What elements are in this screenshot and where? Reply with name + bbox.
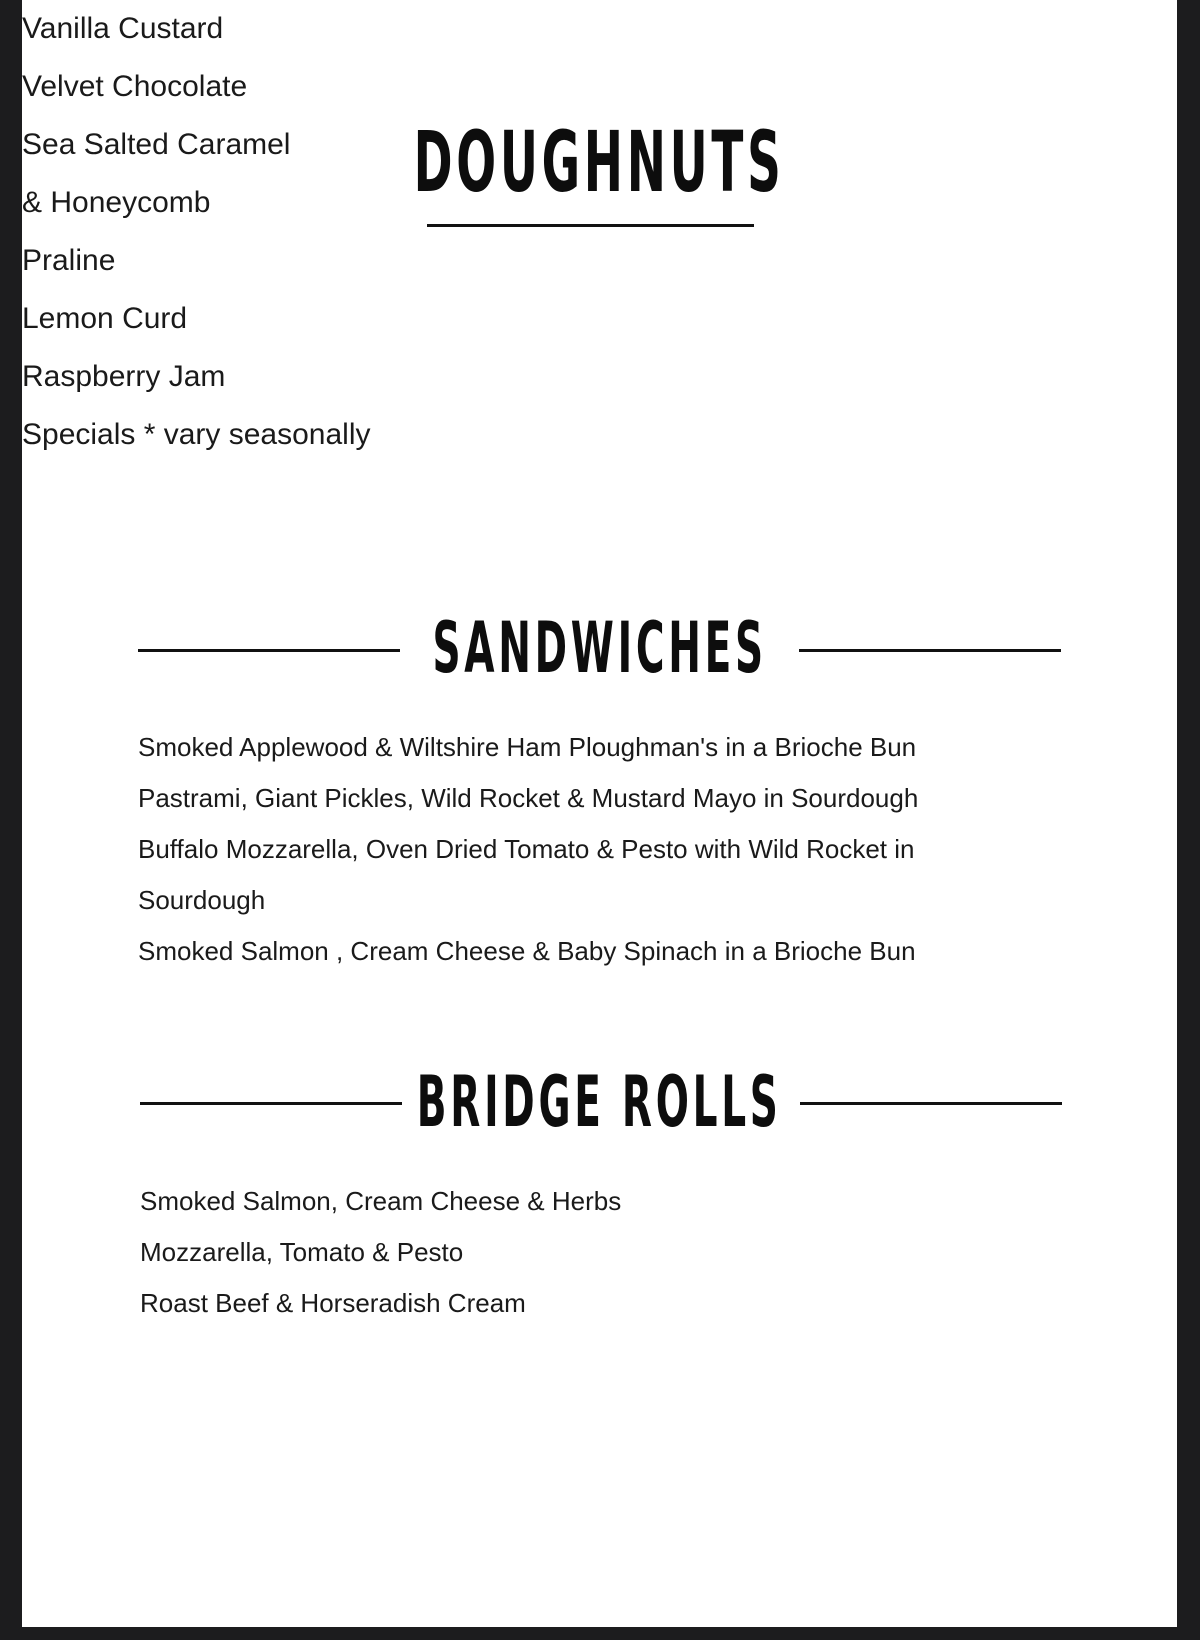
sandwiches-header [22,608,1177,688]
doughnut-item: Specials * vary seasonally [22,418,371,451]
sandwich-item: Smoked Salmon , Cream Cheese & Baby Spinach in a Brioche Bun [138,936,916,966]
menu-page [22,0,1177,1627]
sandwich-item: Sourdough [138,885,266,915]
doughnut-item: Sea Salted Caramel [22,128,291,161]
bridge-roll-item: Mozzarella, Tomato & Pesto [140,1237,464,1267]
sandwich-item: Smoked Applewood & Wiltshire Ham Ploughman's in a Brioche Bun [138,732,917,762]
doughnuts-underline [427,224,754,227]
bridge-roll-item: Roast Beef & Horseradish Cream [140,1288,526,1318]
doughnut-item: & Honeycomb [22,186,211,219]
frame-edge [1177,0,1200,1640]
sandwiches-heading [22,608,1177,688]
sandwiches-rule-right [799,649,1061,652]
doughnut-item: Velvet Chocolate [22,70,248,103]
sandwiches-heading-text: SANDWICHES [432,607,767,689]
doughnut-item: Vanilla Custard [22,12,224,45]
bridge-rolls-list [140,1176,621,1329]
bridge-roll-item: Smoked Salmon, Cream Cheese & Herbs [140,1186,622,1216]
doughnut-item: Praline [22,244,116,277]
bridge-rolls-header [22,1062,1177,1142]
doughnut-item: Raspberry Jam [22,360,226,393]
sandwich-item: Buffalo Mozzarella, Oven Dried Tomato & Pesto with Wild Rocket in [138,834,915,864]
doughnuts-heading [22,112,1177,212]
doughnuts-right-column [22,232,1177,464]
sandwich-item: Pastrami, Giant Pickles, Wild Rocket & Mustard Mayo in Sourdough [138,783,919,813]
sandwiches-list [138,722,918,977]
doughnut-item: Lemon Curd [22,302,188,335]
doughnuts-heading-text: DOUGHNUTS [414,113,785,211]
bridge-rolls-heading-text: BRIDGE ROLLS [417,1061,782,1143]
bridge-rolls-rule-right [800,1102,1062,1105]
